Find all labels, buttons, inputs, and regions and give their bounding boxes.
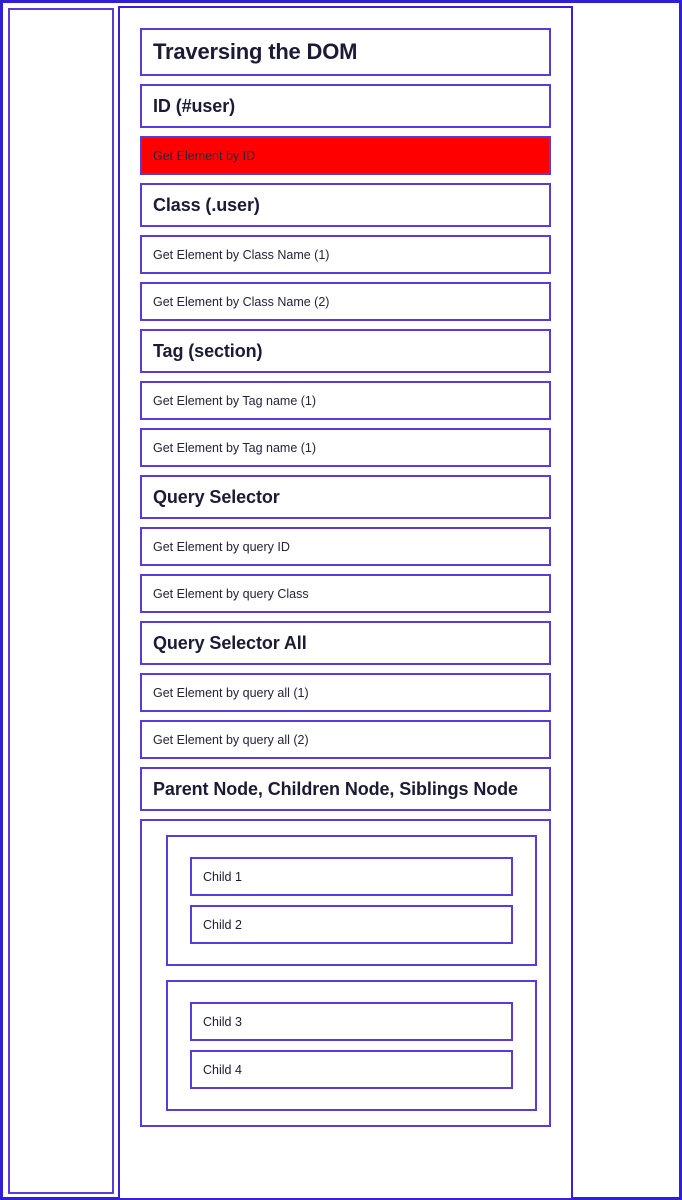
page-title: Traversing the DOM — [140, 28, 551, 76]
get-element-by-query-all-2-button[interactable]: Get Element by query all (2) — [140, 720, 551, 759]
get-element-by-tag-name-1-button[interactable]: Get Element by Tag name (1) — [140, 381, 551, 420]
child-node-3[interactable]: Child 3 — [190, 1002, 513, 1041]
dom-demo-container — [118, 6, 573, 1200]
section-heading-traversal: Parent Node, Children Node, Siblings Node — [140, 767, 551, 811]
child-node-2[interactable]: Child 2 — [190, 905, 513, 944]
section-heading-tag: Tag (section) — [140, 329, 551, 373]
get-element-by-tag-name-2-button[interactable]: Get Element by Tag name (1) — [140, 428, 551, 467]
grandparent-node — [140, 819, 551, 1127]
get-element-by-id-button[interactable]: Get Element by ID — [140, 136, 551, 175]
child-node-1[interactable]: Child 1 — [190, 857, 513, 896]
get-element-by-query-class-button[interactable]: Get Element by query Class — [140, 574, 551, 613]
section-heading-class: Class (.user) — [140, 183, 551, 227]
get-element-by-query-all-1-button[interactable]: Get Element by query all (1) — [140, 673, 551, 712]
child-node-4[interactable]: Child 4 — [190, 1050, 513, 1089]
section-heading-query-selector-all: Query Selector All — [140, 621, 551, 665]
get-element-by-class-name-1-button[interactable]: Get Element by Class Name (1) — [140, 235, 551, 274]
parent-node-1 — [166, 835, 537, 966]
side-column — [8, 8, 114, 1194]
get-element-by-query-id-button[interactable]: Get Element by query ID — [140, 527, 551, 566]
get-element-by-class-name-2-button[interactable]: Get Element by Class Name (2) — [140, 282, 551, 321]
parent-node-2 — [166, 980, 537, 1111]
section-heading-query-selector: Query Selector — [140, 475, 551, 519]
section-heading-id: ID (#user) — [140, 84, 551, 128]
